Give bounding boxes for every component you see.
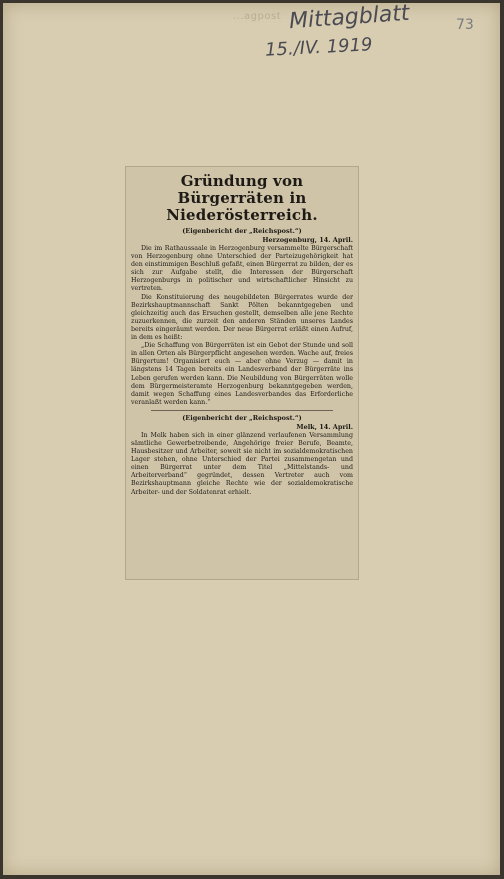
article-dateline: Herzogenburg, 14. April.: [262, 236, 353, 244]
page-number: 73: [456, 17, 474, 33]
article-paragraph: „Die Schaffung von Bürgerräten ist ein Gebot der Stunde und soll in allen Orten als Bürgerpflicht angesehen werden. Wache auf, freies Bürgertum! Organisiert euch — aber ohne Verzug — damit in längstens 14 Tagen bereits ein Landesverband der Bürgerräte ins Leben gerufen werden kann. Die Neubildung von Bürgerräten wolle dem Bürgermeisteramte Herzogenburg bekanntgegeben werden, damit wegen Schaffung eines Landesverbandes das Erforderliche veranlaßt werden kann.“: [131, 342, 353, 406]
article-dateline: Melk, 14. April.: [296, 422, 353, 431]
divider: [151, 410, 333, 411]
article-paragraph: Die im Rathaussaale in Herzogenburg versammelte Bürgerschaft von Herzogenburg ohne Unterschied der Parteizugehörigkeit hat den einstimmigen Beschluß gefaßt, einen Bürgerrat zu bilden, der es sich zur Aufgabe stellt, die Interessen der Bürgerschaft Herzogenburgs in politischer und wirtschaftlicher Hinsicht zu vertreten.: [131, 245, 353, 293]
article-paragraph: In Melk haben sich in einer glänzend verlaufenen Versammlung sämtliche Gewerbetreibende, Angehörige freier Berufe, Beamte, Hausbesitzer und Arbeiter, soweit sie nicht im sozialdemokratischen Lager stehen, ohne Unterschied der Partei zusammengetan und einen Bürgerrat unter dem Titel „Mittelstands- und Arbeiterverband“ gegründet, dessen Vertreter auch vom Bezirkshauptmann gleiche Rechte wie der sozialdemokratische Arbeiter- und der Soldatenrat erhielt.: [131, 431, 353, 496]
article-paragraph: Die Konstituierung des neugebildeten Bürgerrates wurde der Bezirkshauptmannschaft Sankt Pölten bekanntgegeben und gleichzeitig auch das Ersuchen gestellt, demselben alle jene Rechte zuzuerkennen, die zurzeit den anderen Ständen unseres Landes bereits eingeräumt werden. Der neue Bürgerrat erläßt einen Aufruf, in dem es heißt:: [131, 293, 353, 342]
article-byline: (Eigenbericht der „Reichspost.“): [182, 413, 302, 422]
handwritten-source: Mittagblatt: [288, 0, 411, 35]
article-byline: (Eigenbericht der „Reichspost.“): [182, 227, 302, 235]
archive-stamp: ...agpost: [233, 11, 282, 22]
newspaper-clipping: [125, 166, 359, 580]
article-headline: Gründung von Bürgerräten in Niederösterreich.: [166, 172, 318, 224]
handwritten-date: 15./IV. 1919: [264, 34, 373, 61]
